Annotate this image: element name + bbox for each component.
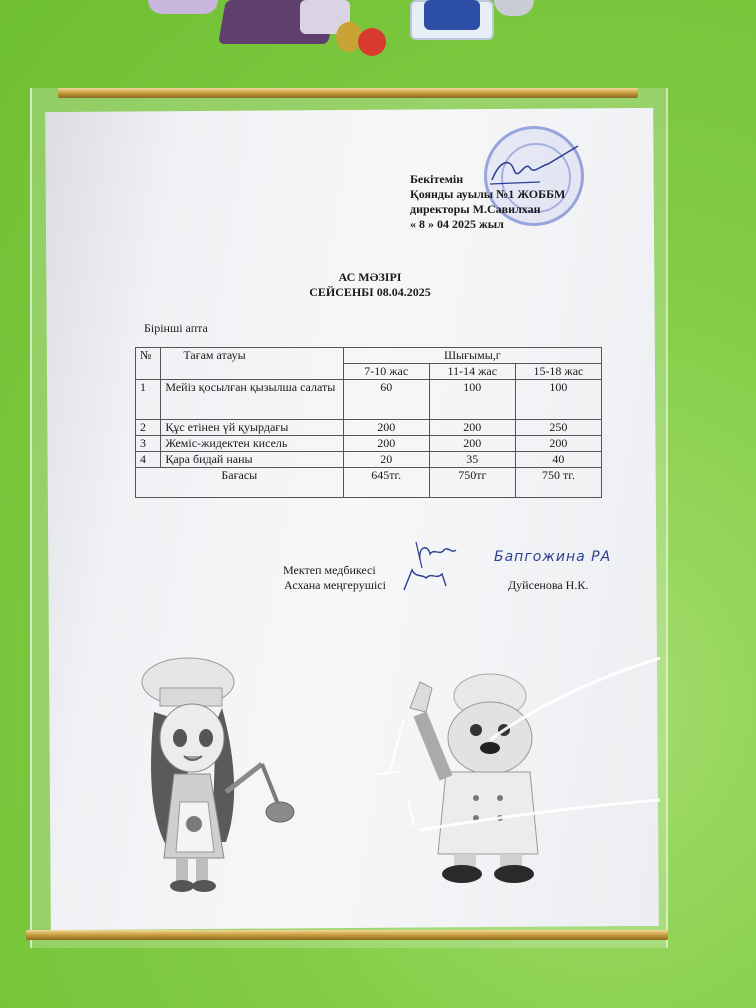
- price-label: Бағасы: [136, 468, 344, 498]
- approval-line: Бекітемін: [410, 172, 464, 186]
- price-value: 750тг: [429, 468, 515, 498]
- header-yield: Шығымы,г: [343, 348, 601, 364]
- approval-date: « 8 » 04 2025 жыл: [410, 217, 504, 231]
- row-name: Құс етінен үй қуырдағы: [161, 420, 343, 436]
- row-value: 100: [515, 380, 601, 420]
- row-name: Қара бидай наны: [161, 452, 343, 468]
- row-num: 3: [136, 436, 161, 452]
- table-row: [136, 420, 602, 436]
- header-age: 7-10 жас: [343, 364, 429, 380]
- row-value: 200: [429, 436, 515, 452]
- approval-line: директоры М.Савилхан: [410, 202, 541, 216]
- frame-rail-bottom: [26, 930, 668, 940]
- canteen-manager-name: Дуйсенова Н.К.: [508, 578, 589, 592]
- row-value: 200: [429, 420, 515, 436]
- header-age: 15-18 жас: [515, 364, 601, 380]
- table-header-row: [136, 348, 602, 364]
- sticker-fruit: [358, 28, 386, 56]
- row-value: 20: [343, 452, 429, 468]
- row-value: 250: [515, 420, 601, 436]
- row-num: 1: [136, 380, 161, 420]
- row-num: 4: [136, 452, 161, 468]
- menu-title: АС МӘЗІРІ: [338, 270, 402, 284]
- menu-table: [135, 347, 602, 498]
- header-name: Тағам атауы: [161, 348, 343, 380]
- row-name: Жеміс-жидектен кисель: [161, 436, 343, 452]
- header-num: №: [136, 348, 161, 380]
- row-name: Мейіз қосылған қызылша салаты: [161, 380, 343, 420]
- row-value: 35: [429, 452, 515, 468]
- row-value: 200: [515, 436, 601, 452]
- header-age: 11-14 жас: [429, 364, 515, 380]
- menu-date: СЕЙСЕНБІ 08.04.2025: [309, 285, 431, 299]
- approval-block: [410, 172, 565, 232]
- frame-rail-top: [58, 88, 638, 98]
- girl-chef-illustration: [130, 652, 310, 894]
- week-label: Бірінші апта: [144, 321, 208, 335]
- row-value: 200: [343, 420, 429, 436]
- nurse-name: Бапгожина РА: [494, 549, 612, 565]
- nurse-label: Мектеп медбикесі: [283, 563, 376, 577]
- table-row: [136, 380, 602, 420]
- sticker-carton-label: [424, 0, 480, 30]
- handwritten-signatures: [400, 538, 470, 594]
- row-value: 40: [515, 452, 601, 468]
- row-num: 2: [136, 420, 161, 436]
- row-value: 60: [343, 380, 429, 420]
- sticker-decoration: [148, 0, 218, 14]
- price-value: 750 тг.: [515, 468, 601, 498]
- canteen-manager-label: Асхана меңгерушісі: [284, 578, 386, 592]
- price-value: 645тг.: [343, 468, 429, 498]
- row-value: 100: [429, 380, 515, 420]
- approval-line: Қоянды ауылы №1 ЖОББМ: [410, 187, 566, 201]
- table-row: [136, 452, 602, 468]
- table-row: [136, 436, 602, 452]
- price-row: [136, 468, 602, 498]
- row-value: 200: [343, 436, 429, 452]
- sticker-decoration: [494, 0, 534, 16]
- acrylic-crack-lines: [360, 650, 670, 850]
